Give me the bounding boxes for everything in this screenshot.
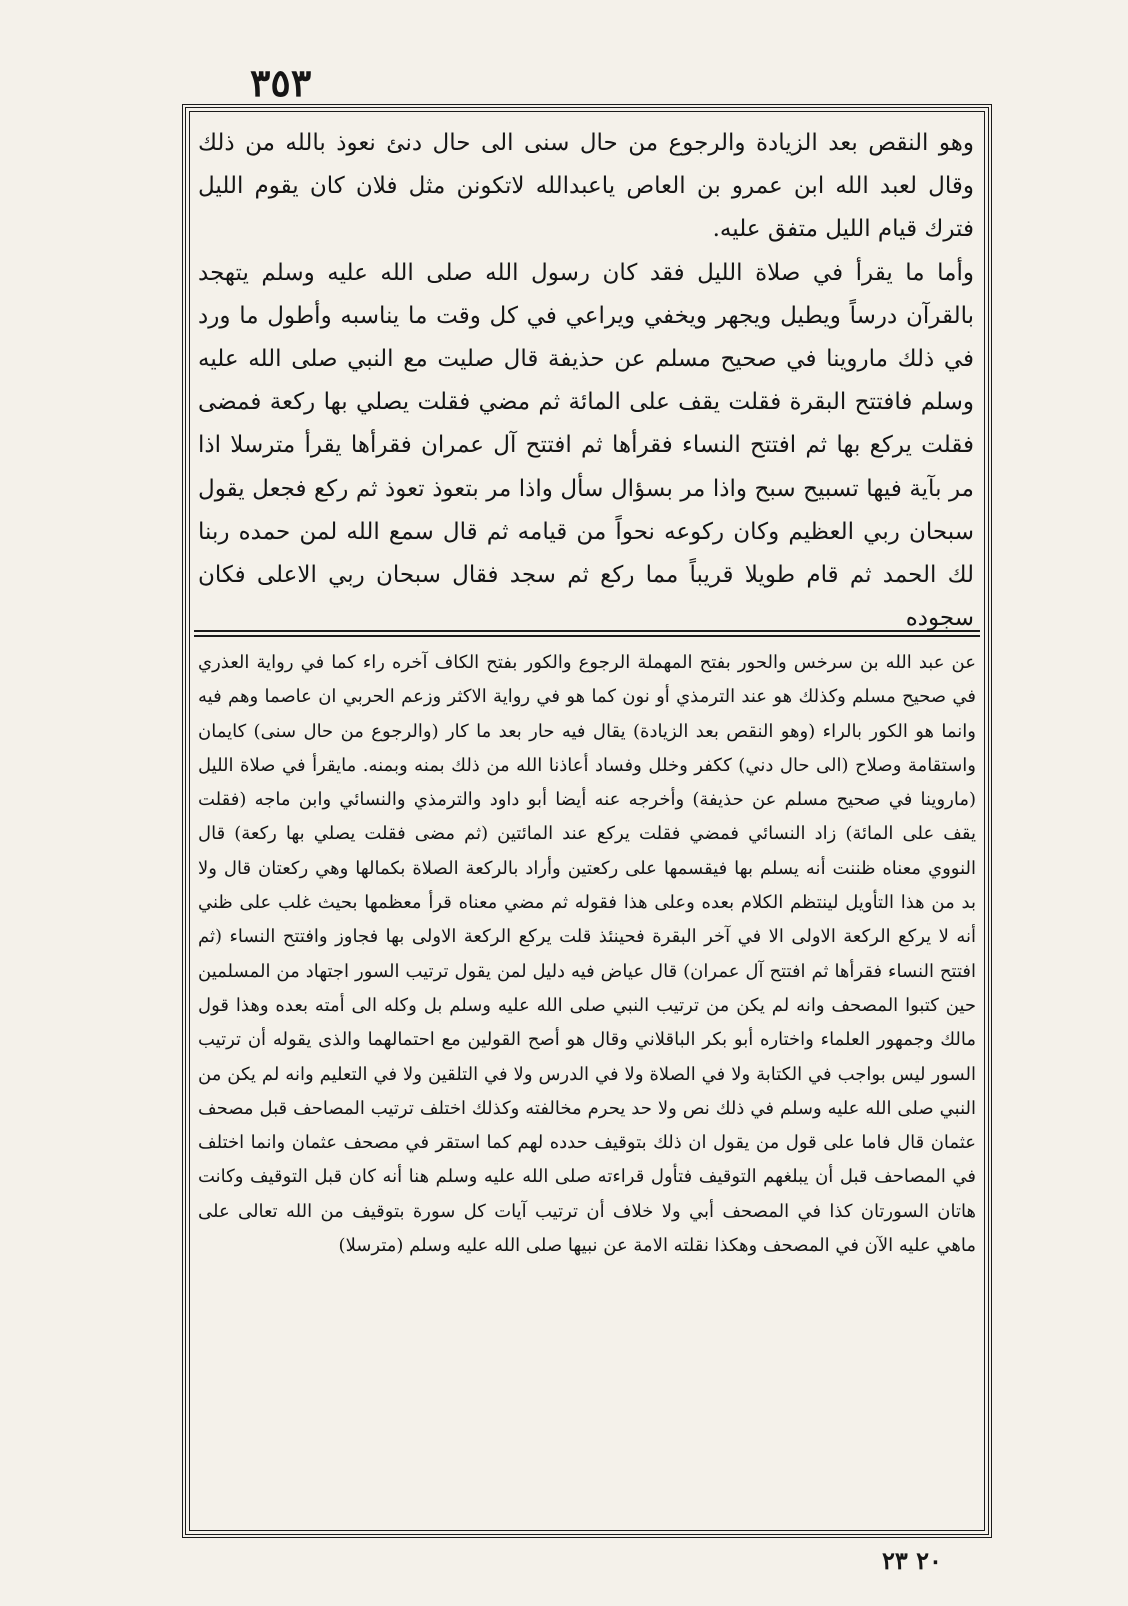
main-paragraph-1: وهو النقص بعد الزيادة والرجوع من حال سنى الى حال دنئ نعوذ بالله من ذلك وقال لعبد الله ابن عمرو بن العاص ياعبدالله لاتكونن مثل فلان كان يقوم الليل فترك قيام الليل متفق عليه. — [198, 130, 974, 243]
signature-mark: ٢٠ ٢٣ — [882, 1546, 942, 1575]
text-frame — [182, 104, 992, 1538]
footnote-paragraph: عن عبد الله بن سرخس والحور بفتح المهملة الرجوع والكور بفتح الكاف آخره راء كما في رواية العذري في صحيح مسلم وكذلك هو عند الترمذي أو نون كما هو في رواية الاكثر وزعم الحربي ان عاصما وهم فيه وانما هو الكور بالراء (وهو النقص بعد الزيادة) يقال فيه حار بعد ما كار (والرجوع من حال سنى) كايمان واستقامة وصلاح (الى حال دني) ككفر وخلل وفساد أعاذنا الله من ذلك بمنه وبمنه. مايقرأ في صلاة الليل (ماروينا في صحيح مسلم عن حذيفة) وأخرجه عنه أيضا أبو داود والترمذي والنسائي وابن ماجه (فقلت يقف على المائة) زاد النسائي فمضي فقلت يركع عند المائتين (ثم مضى فقلت يصلي بها ركعة) قال النووي معناه ظننت أنه يسلم بها فيقسمها على ركعتين وأراد بالركعة الصلاة بكمالها وهي ركعتان قال ولا بد من هذا التأويل لينتظم الكلام بعده وعلى هذا فقوله ثم مضي معناه قرأ معظمها بحيث غلب على ظني أنه لا يركع الركعة الاولى الا في آخر البقرة فحينئذ قلت يركع الركعة الاولى بها فجاوز وافتتح النساء (ثم افتتح النساء فقرأها ثم افتتح آل عمران) قال عياض فيه دليل لمن يقول ترتيب السور اجتهاد من المسلمين حين كتبوا المصحف وانه لم يكن من ترتيب النبي صلى الله عليه وسلم بل وكله الى أمته بعده وهذا قول مالك وجمهور العلماء واختاره أبو بكر الباقلاني وقال هو أصح القولين مع احتمالهما والذى يقوله أن ترتيب السور ليس بواجب في الكتابة ولا في الصلاة ولا في الدرس ولا في التلقين ولا في التعليم وانه لم يكن من النبي صلى الله عليه وسلم في ذلك نص ولا حد يحرم مخالفته وكذلك اختلف ترتيب المصاحف قبل مصحف عثمان قال فاما على قول من يقول ان ذلك بتوقيف حدده لهم كما استقر في مصحف عثمان وانما اختلف في المصاحف قبل أن يبلغهم التوقيف فتأول قراءته صلى الله عليه وسلم هنا أنه كان قبل التوقيف وكانت هاتان السورتان كذا في المصحف أبي ولا خلاف أن ترتيب آيات كل سورة بتوقيف من الله تعالى على ماهي عليه الآن في المصحف وهكذا نقلته الامة عن نبيها صلى الله عليه وسلم (مترسلا) — [198, 652, 976, 1257]
page-number: ٣٥٣ — [250, 60, 312, 105]
footnote-divider — [194, 630, 980, 632]
main-text — [198, 122, 974, 640]
footnotes — [198, 646, 976, 1263]
main-paragraph-2: وأما ما يقرأ في صلاة الليل فقد كان رسول الله صلى الله عليه وسلم يتهجد بالقرآن درساً ويطيل ويجهر ويخفي ويراعي في كل وقت ما يناسبه وأطول ما ورد في ذلك ماروينا في صحيح مسلم عن حذيفة قال صليت مع النبي صلى الله عليه وسلم فافتتح البقرة فقلت يقف على المائة ثم مضي فقلت يصلي بها ركعة فمضى فقلت يركع بها ثم افتتح النساء فقرأها ثم افتتح آل عمران فقرأها يقرأ مترسلا اذا مر بآية فيها تسبيح سبح واذا مر بسؤال سأل واذا مر بتعوذ تعوذ ثم ركع فجعل يقول سبحان ربي العظيم وكان ركوعه نحواً من قيامه ثم قال سمع الله لمن حمده ربنا لك الحمد ثم قام طويلا قريباً مما ركع ثم سجد فقال سبحان ربي الاعلى فكان سجوده — [198, 259, 974, 632]
